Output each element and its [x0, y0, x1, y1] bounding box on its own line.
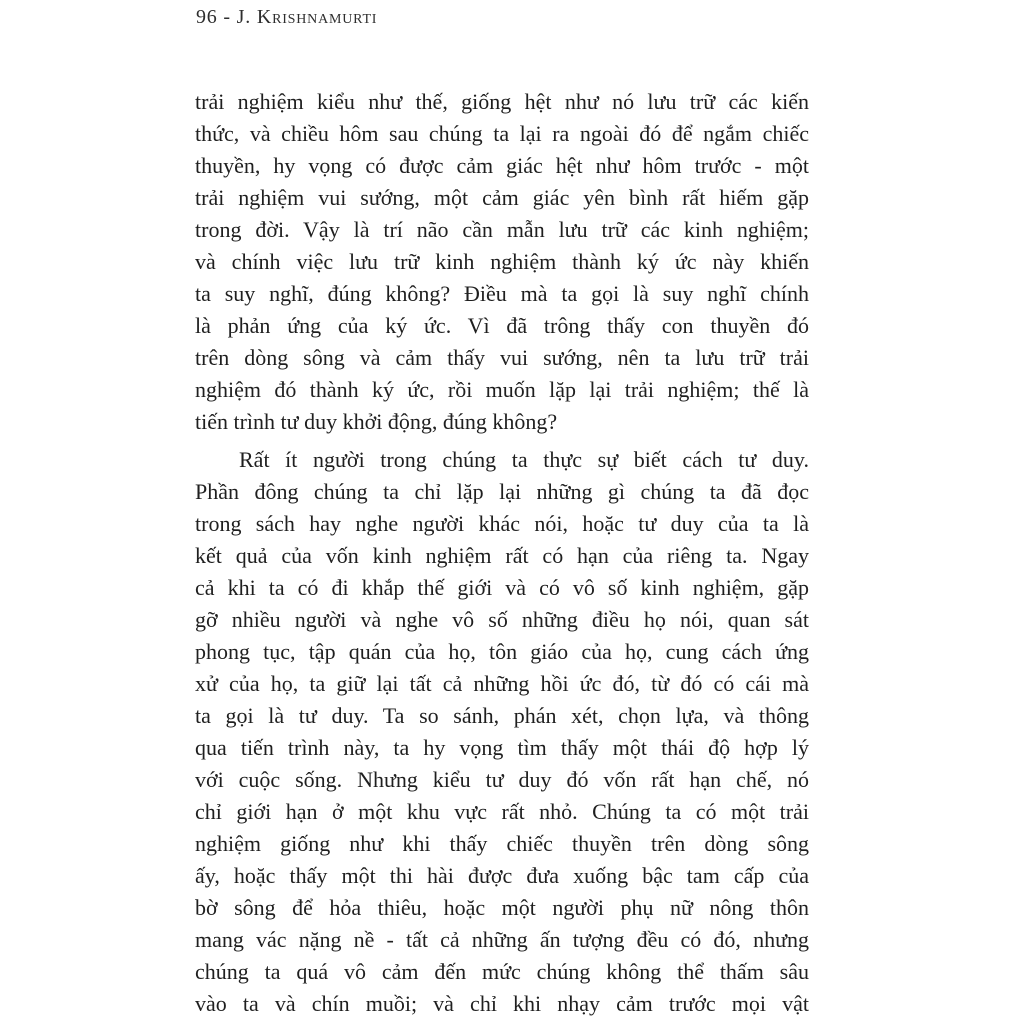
text-line: thức, và chiều hôm sau chúng ta lại ra ngoài đó để ngắm chiếc	[195, 121, 809, 146]
text-line: ấy, hoặc thấy một thi hài được đưa xuống bậc tam cấp của	[195, 863, 809, 888]
page-body-text	[195, 86, 809, 1020]
text-line: cả khi ta có đi khắp thế giới và có vô số kinh nghiệm, gặp	[195, 575, 809, 600]
text-line: ta suy nghĩ, đúng không? Điều mà ta gọi là suy nghĩ chính	[195, 281, 809, 306]
text-line: vào ta và chín muồi; và chỉ khi nhạy cảm trước mọi vật	[195, 991, 809, 1016]
text-line: bờ sông để hỏa thiêu, hoặc một người phụ nữ nông thôn	[195, 895, 809, 920]
text-line: là phản ứng của ký ức. Vì đã trông thấy con thuyền đó	[195, 313, 809, 338]
text-line: thuyền, hy vọng có được cảm giác hệt như hôm trước - một	[195, 153, 809, 178]
text-line: chúng ta quá vô cảm đến mức chúng không thể thấm sâu	[195, 959, 809, 984]
text-line: qua tiến trình này, ta hy vọng tìm thấy một thái độ hợp lý	[195, 735, 809, 760]
text-line: tiến trình tư duy khởi động, đúng không?	[195, 409, 558, 434]
text-line: mang vác nặng nề - tất cả những ấn tượng đều có đó, nhưng	[195, 927, 809, 952]
running-header: 96 - J. Krishnamurti	[196, 6, 378, 28]
text-line: nghiệm giống như khi thấy chiếc thuyền trên dòng sông	[195, 831, 809, 856]
text-line: Rất ít người trong chúng ta thực sự biết cách tư duy.	[239, 447, 809, 472]
text-line: trong đời. Vậy là trí não cần mẫn lưu trữ các kinh nghiệm;	[195, 217, 809, 242]
text-line: gỡ nhiều người và nghe vô số những điều họ nói, quan sát	[195, 607, 809, 632]
paragraph-1	[195, 86, 809, 438]
paragraph-2	[195, 444, 809, 1020]
text-line: trải nghiệm kiểu như thế, giống hệt như nó lưu trữ các kiến	[195, 89, 809, 114]
text-line: nghiệm đó thành ký ức, rồi muốn lặp lại trải nghiệm; thế là	[195, 377, 809, 402]
text-line: trải nghiệm vui sướng, một cảm giác yên bình rất hiếm gặp	[195, 185, 809, 210]
text-line: ta gọi là tư duy. Ta so sánh, phán xét, chọn lựa, và thông	[195, 703, 809, 728]
text-line: trong sách hay nghe người khác nói, hoặc tư duy của ta là	[195, 511, 809, 536]
text-line: trên dòng sông và cảm thấy vui sướng, nên ta lưu trữ trải	[195, 345, 809, 370]
text-line: xử của họ, ta giữ lại tất cả những hồi ức đó, từ đó có cái mà	[195, 671, 809, 696]
text-line: Phần đông chúng ta chỉ lặp lại những gì chúng ta đã đọc	[195, 479, 809, 504]
text-line: chỉ giới hạn ở một khu vực rất nhỏ. Chúng ta có một trải	[195, 799, 809, 824]
text-line: và chính việc lưu trữ kinh nghiệm thành ký ức này khiến	[195, 249, 809, 274]
text-line: kết quả của vốn kinh nghiệm rất có hạn của riêng ta. Ngay	[195, 543, 809, 568]
text-line: với cuộc sống. Nhưng kiểu tư duy đó vốn rất hạn chế, nó	[195, 767, 809, 792]
text-line: phong tục, tập quán của họ, tôn giáo của họ, cung cách ứng	[195, 639, 809, 664]
